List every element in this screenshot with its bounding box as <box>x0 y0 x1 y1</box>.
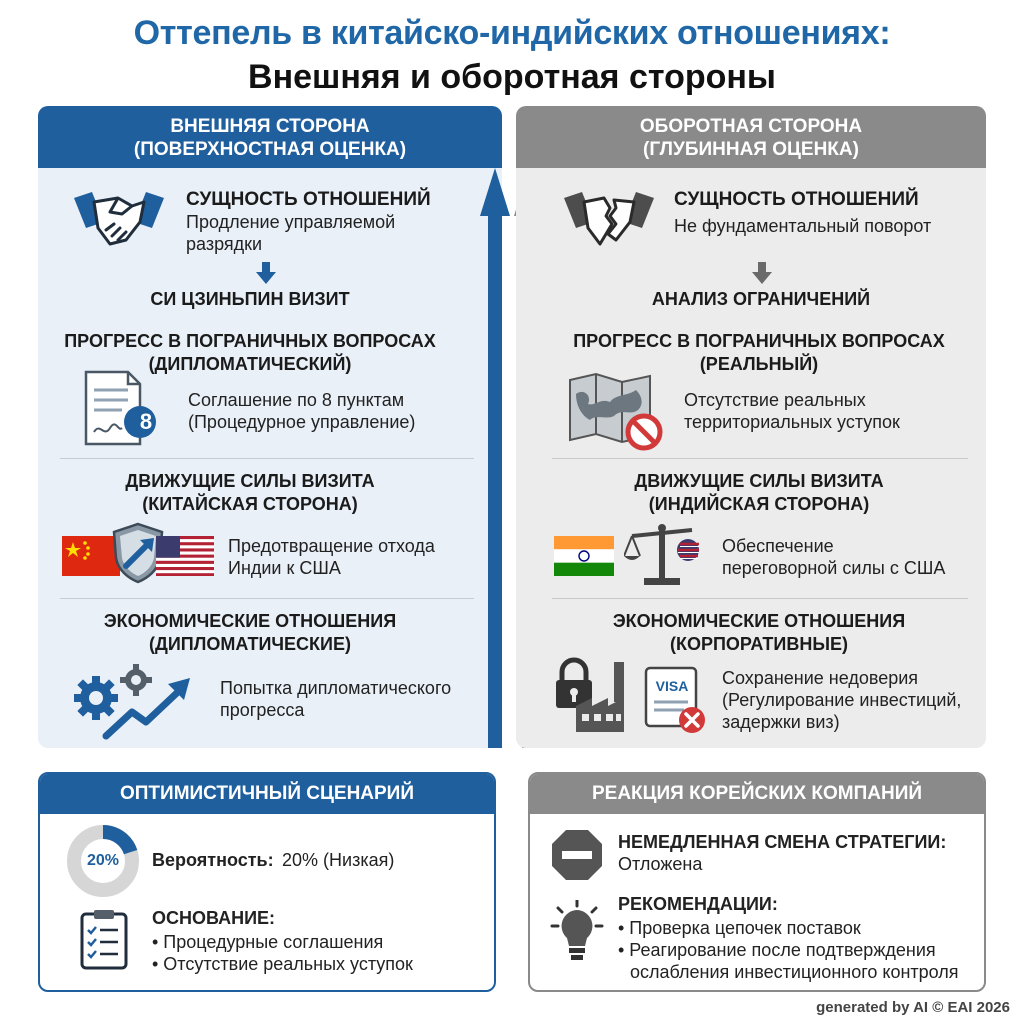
outer-econ-title2: (ДИПЛОМАТИЧЕСКИЕ) <box>149 634 351 654</box>
india-flag-icon <box>554 536 614 576</box>
donut-label: 20% <box>86 852 120 869</box>
outer-essence-text1: Продление управляемой <box>186 212 396 232</box>
divider <box>60 458 474 459</box>
divider <box>552 458 968 459</box>
outer-side-header-subtitle: (ПОВЕРХНОСТНАЯ ОЦЕНКА) <box>133 139 407 160</box>
reverse-side-header-subtitle: (ГЛУБИННАЯ ОЦЕНКА) <box>643 139 859 160</box>
title-line2: Внешняя и оборотная стороны <box>248 58 776 96</box>
outer-border-text2: (Процедурное управление) <box>188 412 416 432</box>
reverse-econ-title2: (КОРПОРАТИВНЫЕ) <box>669 634 848 654</box>
outer-side-header-title: ВНЕШНЯЯ СТОРОНА <box>170 116 370 137</box>
outer-drivers-text1: Предотвращение отхода <box>228 536 435 556</box>
visa-label: VISA <box>655 678 689 694</box>
reverse-econ-text3: задержки виз) <box>722 712 840 732</box>
outer-essence-text2: разрядки <box>186 234 263 254</box>
outer-econ-text2: прогресса <box>220 700 305 720</box>
outer-border-text1: Соглашение по 8 пунктам <box>188 390 405 410</box>
divider <box>60 598 474 599</box>
reverse-drivers-text2: переговорной силы с США <box>722 558 946 578</box>
stop-sign-icon <box>550 828 604 882</box>
outer-side-header <box>38 106 502 168</box>
recommendations-title: РЕКОМЕНДАЦИИ: <box>618 894 778 914</box>
recommendation-item-2: • Реагирование после подтверждения <box>618 940 936 960</box>
lightbulb-icon <box>548 900 606 966</box>
balance-scale-icon <box>624 522 700 588</box>
recommendation-item-3: ослабления инвестиционного контроля <box>630 962 959 982</box>
strategy-title: НЕМЕДЛЕННАЯ СМЕНА СТРАТЕГИИ: <box>618 832 947 852</box>
reverse-analysis-title: АНАЛИЗ ОГРАНИЧЕНИЙ <box>651 289 871 309</box>
outer-drivers-text2: Индии к США <box>228 558 341 578</box>
reverse-side-panel <box>516 106 986 748</box>
reverse-side-header <box>516 106 986 168</box>
optimistic-scenario-header: ОПТИМИСТИЧНЫЙ СЦЕНАРИЙ <box>40 774 494 814</box>
korean-reaction-box <box>528 772 986 992</box>
gears-growth-icon <box>72 662 196 740</box>
arrow-down-icon <box>752 262 772 284</box>
clipboard-checklist-icon <box>80 908 128 970</box>
probability-value: 20% (Низкая) <box>282 850 395 870</box>
outer-drivers-title1: ДВИЖУЩИЕ СИЛЫ ВИЗИТА <box>125 471 375 491</box>
divider <box>552 598 968 599</box>
basis-title: ОСНОВАНИЕ: <box>152 908 276 928</box>
map-prohibited-icon <box>566 372 670 452</box>
reverse-border-title1: ПРОГРЕСС В ПОГРАНИЧНЫХ ВОПРОСАХ <box>573 331 945 351</box>
broken-handshake-icon <box>560 184 658 250</box>
reverse-side-header-title: ОБОРОТНАЯ СТОРОНА <box>639 116 863 137</box>
strategy-value: Отложена <box>618 854 703 874</box>
handshake-icon <box>70 184 168 250</box>
reverse-essence-title: СУЩНОСТЬ ОТНОШЕНИЙ <box>674 189 919 210</box>
outer-econ-title1: ЭКОНОМИЧЕСКИЕ ОТНОШЕНИЯ <box>103 611 397 631</box>
document-badge-number: 8 <box>139 409 153 434</box>
outer-side-up-arrow <box>480 168 510 748</box>
locked-factory-icon <box>554 654 638 734</box>
reverse-drivers-title2: (ИНДИЙСКАЯ СТОРОНА) <box>648 494 870 514</box>
outer-border-title2: (ДИПЛОМАТИЧЕСКИЙ) <box>148 354 352 374</box>
outer-drivers-title2: (КИТАЙСКАЯ СТОРОНА) <box>142 494 358 514</box>
reverse-econ-text1: Сохранение недоверия <box>722 668 919 688</box>
outer-essence-title: СУЩНОСТЬ ОТНОШЕНИЙ <box>186 189 431 210</box>
reverse-drivers-title1: ДВИЖУЩИЕ СИЛЫ ВИЗИТА <box>634 471 884 491</box>
recommendation-item-1: • Проверка цепочек поставок <box>618 918 861 938</box>
outer-side-panel <box>38 106 502 748</box>
reverse-border-title2: (РЕАЛЬНЫЙ) <box>699 354 819 374</box>
footer-credit: generated by AI © EAI 2026 <box>816 999 1010 1016</box>
basis-item-1: • Процедурные соглашения <box>152 932 384 952</box>
reverse-essence-text1: Не фундаментальный поворот <box>674 216 932 236</box>
optimistic-scenario-box <box>38 772 496 992</box>
usa-flag-icon <box>156 536 214 576</box>
basis-item-2: • Отсутствие реальных уступок <box>152 954 413 974</box>
arrow-down-icon <box>256 262 276 284</box>
title-line1: Оттепель в китайско-индийских отношениях: <box>133 14 891 52</box>
reverse-econ-title1: ЭКОНОМИЧЕСКИЕ ОТНОШЕНИЯ <box>612 611 906 631</box>
outer-visit-title: СИ ЦЗИНЬПИН ВИЗИТ <box>150 289 350 309</box>
reverse-border-text2: территориальных уступок <box>684 412 900 432</box>
reverse-econ-text2: (Регулирование инвестиций, <box>722 690 962 710</box>
reverse-drivers-text1: Обеспечение <box>722 536 834 556</box>
outer-border-title1: ПРОГРЕСС В ПОГРАНИЧНЫХ ВОПРОСАХ <box>64 331 436 351</box>
outer-econ-text1: Попытка дипломатического <box>220 678 452 698</box>
reverse-border-text1: Отсутствие реальных <box>684 390 866 410</box>
korean-reaction-header: РЕАКЦИЯ КОРЕЙСКИХ КОМПАНИЙ <box>530 774 984 814</box>
probability-label: Вероятность: <box>152 850 274 870</box>
document-icon <box>82 368 162 448</box>
